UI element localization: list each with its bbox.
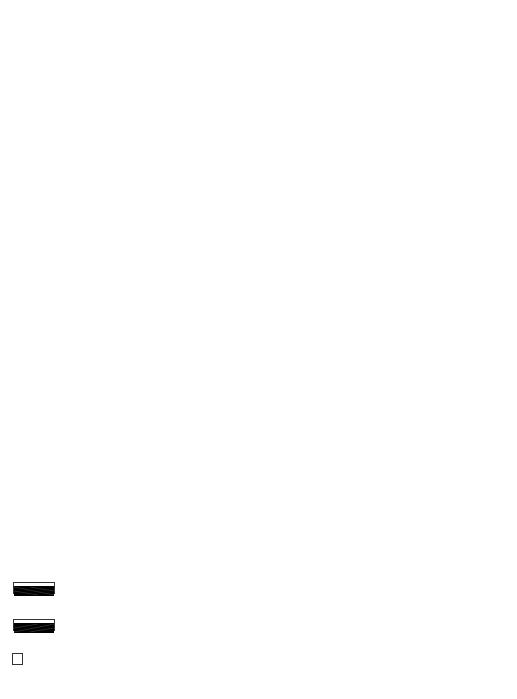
cross-left-symbol-icon [14, 586, 54, 596]
cross-right-symbol-icon [14, 623, 54, 633]
legend-swatch-cross-right [13, 619, 55, 631]
legend-swatch-cross-left [13, 582, 55, 594]
legend-knit-box [12, 653, 23, 665]
